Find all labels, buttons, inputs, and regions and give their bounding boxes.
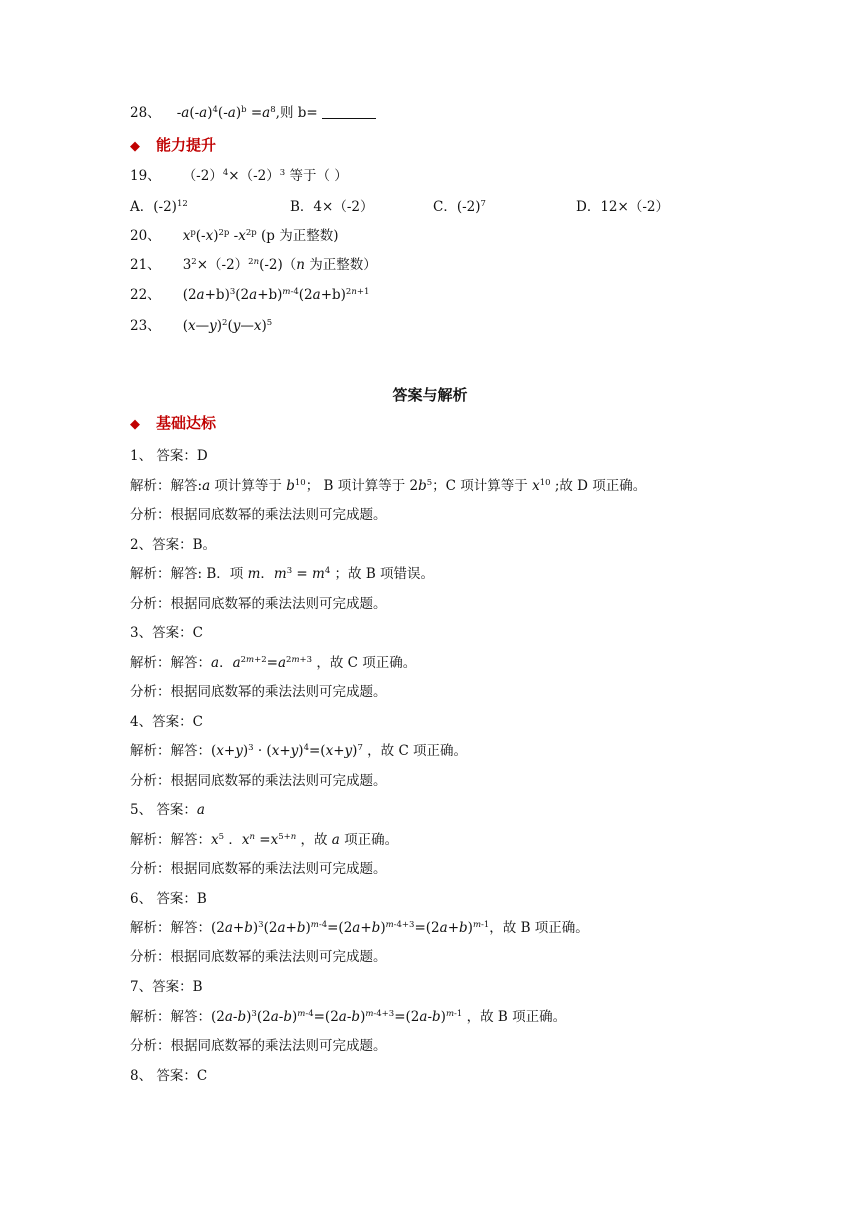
answer-5-explanation: 解析：解答：$x^5$ ．$x^n =x^{5+n}$ ，故 a 项正确。 bbox=[130, 832, 399, 848]
section-heading-ability: ◆ 能力提升 bbox=[130, 135, 216, 157]
answer-4-head: 4、答案：C bbox=[130, 714, 203, 730]
question-23: 23、 (x—y)$^2$(y—x)$^5$ bbox=[130, 318, 273, 334]
question-number: 22、 bbox=[130, 287, 161, 303]
option-a: A．$(-2)^{12}$ bbox=[130, 199, 188, 215]
answer-2-head: 2、答案：B。 bbox=[130, 537, 217, 553]
answer-1-analysis: 分析：根据同底数幂的乘法法则可完成题。 bbox=[130, 507, 387, 523]
question-19: 19、 $(-2)^4\times(-2)^3$ 等于（ ） bbox=[130, 168, 348, 184]
question-text: ,则 b= bbox=[275, 105, 318, 121]
question-number: 28、 bbox=[130, 105, 161, 121]
answer-6-analysis: 分析：根据同底数幂的乘法法则可完成题。 bbox=[130, 949, 387, 965]
option-c: C．$(-2)^7$ bbox=[433, 199, 486, 215]
answer-6-explanation: 解析：解答：$(2a+b)^3(2a+b)^{m-4}=(2a+b)^{m-4+3}=(2a+b)^{m-1}$，故 B 项正确。 bbox=[130, 920, 589, 936]
question-22: 22、 $(2a+b)^3(2a+b)^{m-4}(2a+b)^{2n+1}$ bbox=[130, 287, 370, 303]
question-28: 28、 $-a(-a)^4(-a)^b =a^8$,则 b= bbox=[130, 104, 376, 122]
answer-1-explanation: 解析：解答:a 项计算等于 $b^{10}$； B 项计算等于 $2b^5$；C 项计算等于 $x^{10}$ ;故 D 项正确。 bbox=[130, 478, 647, 494]
question-21: 21、 $3^2\times(-2)^{2n}(-2)(n$ 为正整数） bbox=[130, 257, 377, 273]
answer-2-analysis: 分析：根据同底数幂的乘法法则可完成题。 bbox=[130, 596, 387, 612]
answer-4-explanation: 解析：解答：$(x+y)^3 \cdot (x+y)^4=(x+y)^7$ ，故 C 项正确。 bbox=[130, 743, 468, 759]
question-number: 20、 bbox=[130, 228, 161, 244]
answer-6-head: 6、 答案：B bbox=[130, 891, 207, 907]
answers-title: 答案与解析 bbox=[392, 386, 468, 404]
answer-3-head: 3、答案：C bbox=[130, 625, 203, 641]
diamond-bullet-icon: ◆ bbox=[130, 139, 140, 154]
answer-blank bbox=[322, 106, 376, 119]
answer-4-analysis: 分析：根据同底数幂的乘法法则可完成题。 bbox=[130, 773, 387, 789]
question-number: 21、 bbox=[130, 257, 161, 273]
diamond-bullet-icon: ◆ bbox=[130, 417, 140, 432]
answer-1-head: 1、 答案：D bbox=[130, 448, 208, 464]
question-number: 23、 bbox=[130, 318, 161, 334]
question-number: 19、 bbox=[130, 168, 161, 184]
answer-8-head: 8、 答案：C bbox=[130, 1068, 208, 1084]
answer-7-analysis: 分析：根据同底数幂的乘法法则可完成题。 bbox=[130, 1038, 387, 1054]
answer-7-explanation: 解析：解答：$(2a-b)^3(2a-b)^{m-4}=(2a-b)^{m-4+3}=(2a-b)^{m-1}$ ，故 B 项正确。 bbox=[130, 1009, 567, 1025]
answer-5-analysis: 分析：根据同底数幂的乘法法则可完成题。 bbox=[130, 861, 387, 877]
answer-3-explanation: 解析：解答：a．$a^{2m+2}=a^{2m+3}$ ，故 C 项正确。 bbox=[130, 655, 417, 671]
answer-5-head: 5、 答案：a bbox=[130, 802, 205, 818]
option-d: D．12×（-2） bbox=[576, 199, 669, 215]
section-heading-basic: ◆ 基础达标 bbox=[130, 413, 216, 435]
question-20: 20、 $x^p(-x)^{2p}$ $-x^{2p}$ (p 为正整数) bbox=[130, 228, 339, 244]
answer-7-head: 7、答案：B bbox=[130, 979, 203, 995]
answer-3-analysis: 分析：根据同底数幂的乘法法则可完成题。 bbox=[130, 684, 387, 700]
answer-2-explanation: 解析：解答: B．项 m．$m^3 = m^4$ ；故 B 项错误。 bbox=[130, 566, 435, 582]
option-b: B．4×（-2） bbox=[290, 199, 374, 215]
